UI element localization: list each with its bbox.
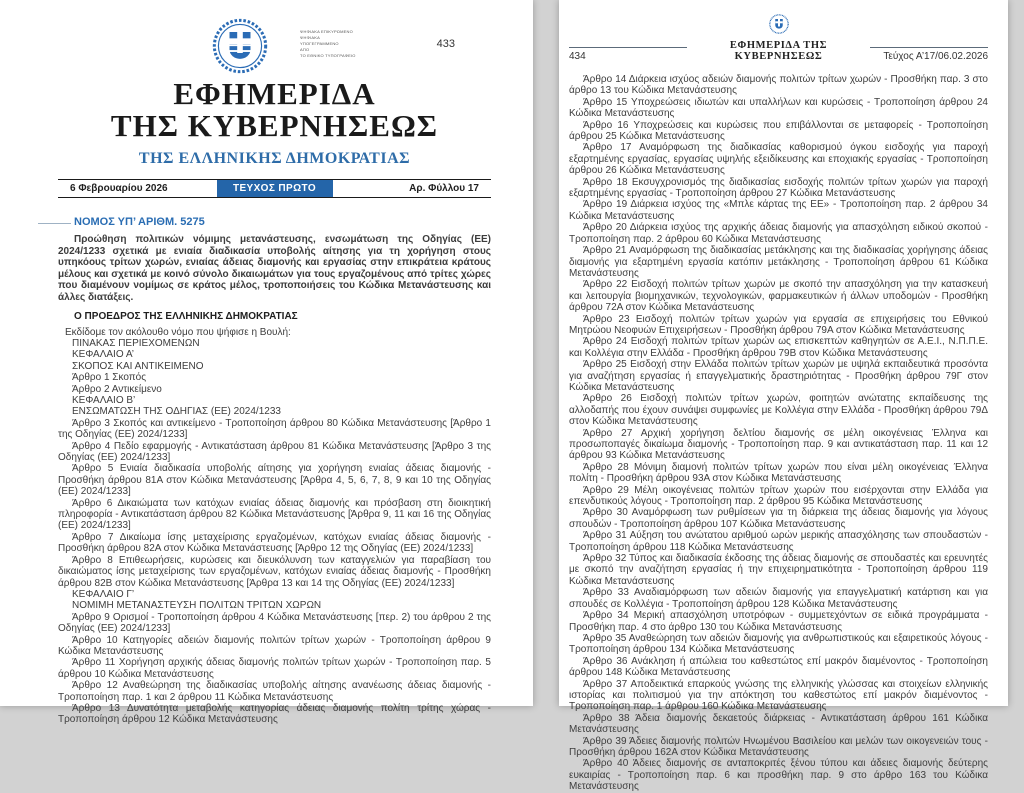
toc-line: Άρθρο 20 Διάρκεια ισχύος της αρχικής άδειας διαμονής για απασχόληση ειδικού σκοπού - Τροποποίηση παρ. 2 άρθρου 60 Κώδικα Μετανάστευσης <box>569 222 988 245</box>
toc-line: Άρθρο 26 Εισδοχή πολιτών τρίτων χωρών, φοιτητών ανώτατης εκπαίδευσης της αλλοδαπής που έχουν συνάψει συμφωνίες με Κολλέγια στην Ελλάδα - Προσθήκη άρθρου 79Δ στον Κώδικα Μετανάστευσης <box>569 393 988 428</box>
toc-line: Άρθρο 2 Αντικείμενο <box>72 383 162 395</box>
toc-line: Άρθρο 40 Άδειες διαμονής σε ανταποκριτές ξένου τύπου και άδειες διαμονής δεύτερης ευκαιρίας - Τροποποίηση παρ. 6 και προσθήκη παρ. 9 στο άρθρο 163 του Κώδικα Μετανάστευσης <box>569 758 988 793</box>
toc-line: Άρθρο 13 Δυνατότητα μεταβολής κατηγορίας άδειας διαμονής πολίτη τρίτης χώρας - Τροποποίηση άρθρου 12 Κώδικα Μετανάστευσης <box>58 702 491 726</box>
toc-line: Άρθρο 6 Δικαιώματα των κατόχων ενιαίας άδειας διαμονής και πρόσβαση στη διοικητική πληροφορία - Αντικατάσταση άρθρου 82 Κώδικα Μετανάστευσης [Άρθρα 9, 11 και 16 της Οδηγίας (ΕΕ) 2024/1233] <box>58 497 491 532</box>
toc-line: Άρθρο 21 Αναμόρφωση της διαδικασίας μετάκλησης και της διαδικασίας χορήγησης άδειας διαμονής για εξαρτημένη εργασία κατόπιν μετάκλησης - Τροποποίηση άρθρου 61 Κώδικα Μετανάστευσης <box>569 245 988 279</box>
toc-line: Άρθρο 30 Αναμόρφωση των ρυθμίσεων για τη διάρκεια της άδειας διαμονής για λόγους σπουδών - Τροποποίηση άρθρου 107 Κώδικα Μετανάστευσης <box>569 507 988 530</box>
toc-line: Άρθρο 29 Μέλη οικογένειας πολιτών τρίτων χωρών που εισέρχονται στην Ελλάδα για επενδυτικούς λόγους - Τροποποίηση παρ. 2 άρθρου 95 Κώδικα Μετανάστευσης <box>569 484 988 508</box>
law-number-heading: ΝΟΜΟΣ ΥΠ’ ΑΡΙΘΜ. 5275 <box>58 216 491 229</box>
toc-line: Άρθρο 23 Εισδοχή πολιτών τρίτων χωρών για εργασία σε επιχειρήσεις του Εθνικού Μητρώου Νεοφυών Επιχειρήσεων - Προσθήκη άρθρου 79Α στον Κώδικα Μετανάστευσης <box>569 313 988 336</box>
toc-line: ΚΕΦΑΛΑΙΟ Γ’ <box>72 588 135 600</box>
digital-signature-stamp <box>300 30 430 60</box>
law-summary: Προώθηση πολιτικών νόμιμης μετανάστευσης, ενσωμάτωση της Οδηγίας (ΕΕ) 2024/1233 σχετικά με ενιαία διαδικασία υποβολής αίτησης για τη χορήγηση στους υπηκόους τρίτων χωρών, ενιαίας άδειας διαμονής και εργασίας στην επικράτεια κράτους μέλους και σχετικά με κοινό σύνολο δικαιωμάτων για τους εργαζομένους από τρίτες χώρες που διαμένουν νομίμως σε κράτος μέλος, τροποποιήσεις του Κώδικα Μετανάστευσης και άλλες διατάξεις. <box>58 234 491 303</box>
toc-line: ΕΝΣΩΜΑΤΩΣΗ ΤΗΣ ΟΔΗΓΙΑΣ (ΕΕ) 2024/1233 <box>72 406 281 418</box>
toc-line: Άρθρο 24 Εισδοχή πολιτών τρίτων χωρών ως επισκεπτών καθηγητών σε Α.Ε.Ι., Ν.Π.Π.Ε. και Κολλέγια στην Ελλάδα - Προσθήκη άρθρου 79Β στον Κώδικα Μετανάστευσης <box>569 336 988 359</box>
page-number-right: 434 <box>569 51 586 62</box>
toc-line: Άρθρο 38 Άδεια διαμονής δεκαετούς διάρκειας - Αντικατάσταση άρθρου 161 Κώδικα Μετανάστευσης <box>569 712 988 736</box>
header-rule-left <box>569 47 687 48</box>
toc-line: Άρθρο 16 Υποχρεώσεις και κυρώσεις που επιβάλλονται σε μεταφορείς - Τροποποίηση άρθρου 25 Κώδικα Μετανάστευσης <box>569 119 988 143</box>
toc-line: Άρθρο 15 Υποχρεώσεις ιδιωτών και υπαλλήλων και κυρώσεις - Τροποποίηση άρθρου 24 Κώδικα Μετανάστευσης <box>569 96 988 120</box>
gazette-title-line2: ΤΗΣ ΚΥΒΕΡΝΗΣΕΩΣ <box>110 108 439 143</box>
toc-line: Άρθρο 14 Διάρκεια ισχύος αδειών διαμονής πολιτών τρίτων χωρών - Προσθήκη παρ. 3 στο άρθρο 13 του Κώδικα Μετανάστευσης <box>569 74 988 97</box>
toc-line: Άρθρο 35 Αναθεώρηση των αδειών διαμονής για ανθρωπιστικούς και εξαιρετικούς λόγους - Τροποποίηση άρθρου 134 Κώδικα Μετανάστευσης <box>569 632 988 656</box>
toc-line: Άρθρο 31 Αύξηση του ανώτατου αριθμού ωρών μερικής απασχόλησης των σπουδαστών - Τροποποίηση άρθρου 118 Κώδικα Μετανάστευσης <box>569 530 988 553</box>
signature-stamp-line: ΨΗΦΙΑΚΑ <box>300 35 320 40</box>
signature-stamp-line: ΥΠΟΓΕΓΡΑΜΜΕΝΟ <box>300 41 339 46</box>
running-header <box>569 0 988 62</box>
toc-line: ΠΙΝΑΚΑΣ ΠΕΡΙΕΧΟΜΕΝΩΝ <box>72 337 200 349</box>
signature-stamp-line: ΑΠΟ <box>300 47 310 52</box>
toc-line: Άρθρο 9 Ορισμοί - Τροποποίηση άρθρου 4 Κώδικα Μετανάστευσης [περ. 2) του άρθρου 2 της Οδηγίας (ΕΕ) 2024/1233] <box>58 611 491 635</box>
toc-line: ΝΟΜΙΜΗ ΜΕΤΑΝΑΣΤΕΥΣΗ ΠΟΛΙΤΩΝ ΤΡΙΤΩΝ ΧΩΡΩΝ <box>72 600 322 612</box>
header-gazette-title: ΕΦΗΜΕΡΙΔΑ ΤΗΣ ΚΥΒΕΡΝΗΣΕΩΣ <box>729 40 828 62</box>
toc-line: Άρθρο 32 Τύπος και διαδικασία έκδοσης της άδειας διαμονής σε σπουδαστές και ερευνητές με σκοπό την αναζήτηση εργασίας ή την επιχειρηματικότητα - Τροποποίηση άρθρου 119 Κώδικα Μετανάστευσης <box>569 553 988 587</box>
toc-line: Άρθρο 25 Εισδοχή στην Ελλάδα πολιτών τρίτων χωρών με υψηλά εκπαιδευτικά προσόντα για αναζήτηση εργασίας ή επαγγελματικής δραστηριότητας - Προσθήκη άρθρου 79Γ στον Κώδικα Μετανάστευσης <box>569 359 988 393</box>
toc-line: Άρθρο 1 Σκοπός <box>72 372 147 384</box>
toc-line: Άρθρο 3 Σκοπός και αντικείμενο - Τροποποίηση άρθρου 80 Κώδικα Μετανάστευσης [Άρθρο 1 της Οδηγίας (ΕΕ) 2024/1233] <box>58 417 491 441</box>
sheet-number: Αρ. Φύλλου 17 <box>409 183 479 194</box>
toc-line: Άρθρο 11 Χορήγηση αρχικής άδειας διαμονής πολιτών τρίτων χωρών - Τροποποίηση παρ. 5 άρθρου 10 Κώδικα Μετανάστευσης <box>58 657 491 680</box>
president-heading: Ο ΠΡΟΕΔΡΟΣ ΤΗΣ ΕΛΛΗΝΙΚΗΣ ΔΗΜΟΚΡΑΤΙΑΣ <box>74 310 298 322</box>
header-center-block <box>697 14 860 62</box>
issue-info-bar <box>58 179 491 198</box>
toc-line: ΚΕΦΑΛΑΙΟ Β’ <box>72 395 136 406</box>
toc-line: Άρθρο 4 Πεδίο εφαρμογής - Αντικατάσταση άρθρου 81 Κώδικα Μετανάστευσης [Άρθρο 3 της Οδηγίας (ΕΕ) 2024/1233] <box>58 440 491 464</box>
masthead <box>58 0 491 168</box>
toc-line: Άρθρο 28 Μόνιμη διαμονή πολιτών τρίτων χωρών που είναι μέλη οικογένειας Έλληνα πολίτη - Προσθήκη άρθρου 93Α στον Κώδικα Μετανάστευσης <box>569 461 988 485</box>
issue-type-badge: ΤΕΥΧΟΣ ΠΡΩΤΟ <box>217 180 333 197</box>
toc-line: ΣΚΟΠΟΣ ΚΑΙ ΑΝΤΙΚΕΙΜΕΝΟ <box>72 360 204 372</box>
toc-line: ΚΕΦΑΛΑΙΟ Α’ <box>72 349 134 361</box>
table-of-contents-right <box>569 74 988 793</box>
toc-line: Άρθρο 39 Άδειες διαμονής πολιτών Ηνωμένου Βασιλείου και μελών των οικογενειών τους - Προσθήκη άρθρου 162Α στον Κώδικα Μετανάστευσης <box>569 735 988 758</box>
toc-line: Άρθρο 19 Διάρκεια ισχύος της «Μπλε κάρτας της ΕΕ» - Τροποποίηση παρ. 2 άρθρου 34 Κώδικα Μετανάστευσης <box>569 199 988 222</box>
toc-line: Άρθρο 33 Αναδιαμόρφωση των αδειών διαμονής για επαγγελματική κατάρτιση και για σπουδές σε Κολλέγια - Τροποποίηση άρθρου 128 Κώδικα Μετανάστευσης <box>569 587 988 610</box>
page-number-left: 433 <box>436 38 455 50</box>
signature-stamp-line: ΤΟ ΕΘΝΙΚΟ ΤΥΠΟΓΡΑΦΕΙΟ <box>300 53 356 58</box>
toc-line: Άρθρο 17 Αναμόρφωση της διαδικασίας καθορισμού όγκου εισδοχής για παροχή εξαρτημένης εργασίας, εργασίας υψηλής εξειδίκευσης και εποχιακής εργασίας - Τροποποίηση άρθρου 26 Κώδικα Μετανάστευσης <box>569 142 988 177</box>
toc-line: Άρθρο 22 Εισδοχή πολιτών τρίτων χωρών με σκοπό την απασχόληση για την κατασκευή και λειτουργία βιομηχανικών, τεχνολογικών, φαρμακευτικών ή άλλων υποδομών - Προσθήκη άρθρου 72Α στον Κώδικα Μετανάστευσης <box>569 279 988 314</box>
page-434 <box>559 0 1008 793</box>
header-right-block <box>870 47 988 62</box>
header-issue-label: Τεύχος Α’17/06.02.2026 <box>883 51 988 62</box>
toc-line: Άρθρο 8 Επιθεωρήσεις, κυρώσεις και διευκόλυνση των καταγγελιών για παραβίαση του δικαιώματος ίσης μεταχείρισης των εργαζομένων, κατόχων ενιαίας άδειας διαμονής - Προσθήκη άρθρου 82Β στον Κώδικα Μετανάστευσης [Άρθρα 13 και 14 της Οδηγίας (ΕΕ) 2024/1233] <box>58 554 491 589</box>
gazette-title-line1: ΕΦΗΜΕΡΙΔΑ <box>173 76 376 111</box>
table-of-contents-left <box>58 338 491 726</box>
toc-line: Άρθρο 36 Ανάκληση ή απώλεια του καθεστώτος επί μακρόν διαμένοντος - Τροποποίηση άρθρου 148 Κώδικα Μετανάστευσης <box>569 655 988 679</box>
toc-line: Άρθρο 34 Μερική απασχόληση υποτρόφων - συμμετεχόντων σε ειδικά προγράμματα - Προσθήκη παρ. 4 στο άρθρο 130 του Κώδικα Μετανάστευσης <box>569 610 988 633</box>
signature-stamp-line: ΨΗΦΙΑΚΑ ΕΠΙΚΥΡΩΜΕΝΟ <box>300 29 353 34</box>
toc-line: Άρθρο 5 Ενιαία διαδικασία υποβολής αίτησης για χορήγηση ενιαίας άδειας διαμονής - Προσθήκη άρθρου 81Α στον Κώδικα Μετανάστευσης [Άρθρα 4, 5, 6, 7, 8, 9 και 10 της Οδηγίας (ΕΕ) 2024/1233] <box>58 463 491 498</box>
toc-line: Άρθρο 7 Δικαίωμα ίσης μεταχείρισης εργαζομένων, κατόχων ενιαίας άδειας διαμονής - Προσθήκη άρθρου 82Α στον Κώδικα Μετανάστευσης [Άρθρο 12 της Οδηγίας (ΕΕ) 2024/1233] <box>58 531 491 555</box>
enactment-line: Εκδίδομε τον ακόλουθο νόμο που ψήφισε η Βουλή: <box>65 326 291 338</box>
toc-line: Άρθρο 37 Αποδεικτικά επαρκούς γνώσης της ελληνικής γλώσσας και στοιχείων ελληνικής ιστορίας και πολιτισμού για την απόκτηση του καθεστώτος επί μακρόν διαμένοντος - Τροποποίηση παρ. 1 άρθρου 160 Κώδικα Μετανάστευσης <box>569 678 988 713</box>
gazette-subtitle: ΤΗΣ ΕΛΛΗΝΙΚΗΣ ΔΗΜΟΚΡΑΤΙΑΣ <box>138 150 411 167</box>
greek-coat-of-arms-small-icon <box>769 14 789 34</box>
issue-date: 6 Φεβρουαρίου 2026 <box>70 183 168 194</box>
header-rule-right <box>870 47 988 48</box>
toc-line: Άρθρο 12 Αναθεώρηση της διαδικασίας υποβολής αίτησης ανανέωσης άδειας διαμονής - Τροποποίηση παρ. 1 και 2 άρθρου 11 Κώδικα Μετανάστευσης <box>58 680 491 703</box>
page-433 <box>0 0 533 726</box>
header-left-block <box>569 47 687 62</box>
toc-line: Άρθρο 27 Αρχική χορήγηση δελτίου διαμονής σε μέλη οικογένειας Έλληνα και προσωποπαγές δικαίωμα διαμονής - Τροποποίηση παρ. 9 και αντικατάσταση παρ. 11 και 12 άρθρου 93 Κώδικα Μετανάστευσης <box>569 427 988 462</box>
toc-line: Άρθρο 18 Εκσυγχρονισμός της διαδικασίας εισδοχής πολιτών τρίτων χωρών για παροχή εξαρτημένης εργασίας - Τροποποίηση άρθρου 27 Κώδικα Μετανάστευσης <box>569 176 988 200</box>
toc-line: Άρθρο 10 Κατηγορίες αδειών διαμονής πολιτών τρίτων χωρών - Τροποποίηση άρθρου 9 Κώδικα Μετανάστευσης <box>58 634 491 657</box>
greek-coat-of-arms-icon <box>212 18 268 74</box>
